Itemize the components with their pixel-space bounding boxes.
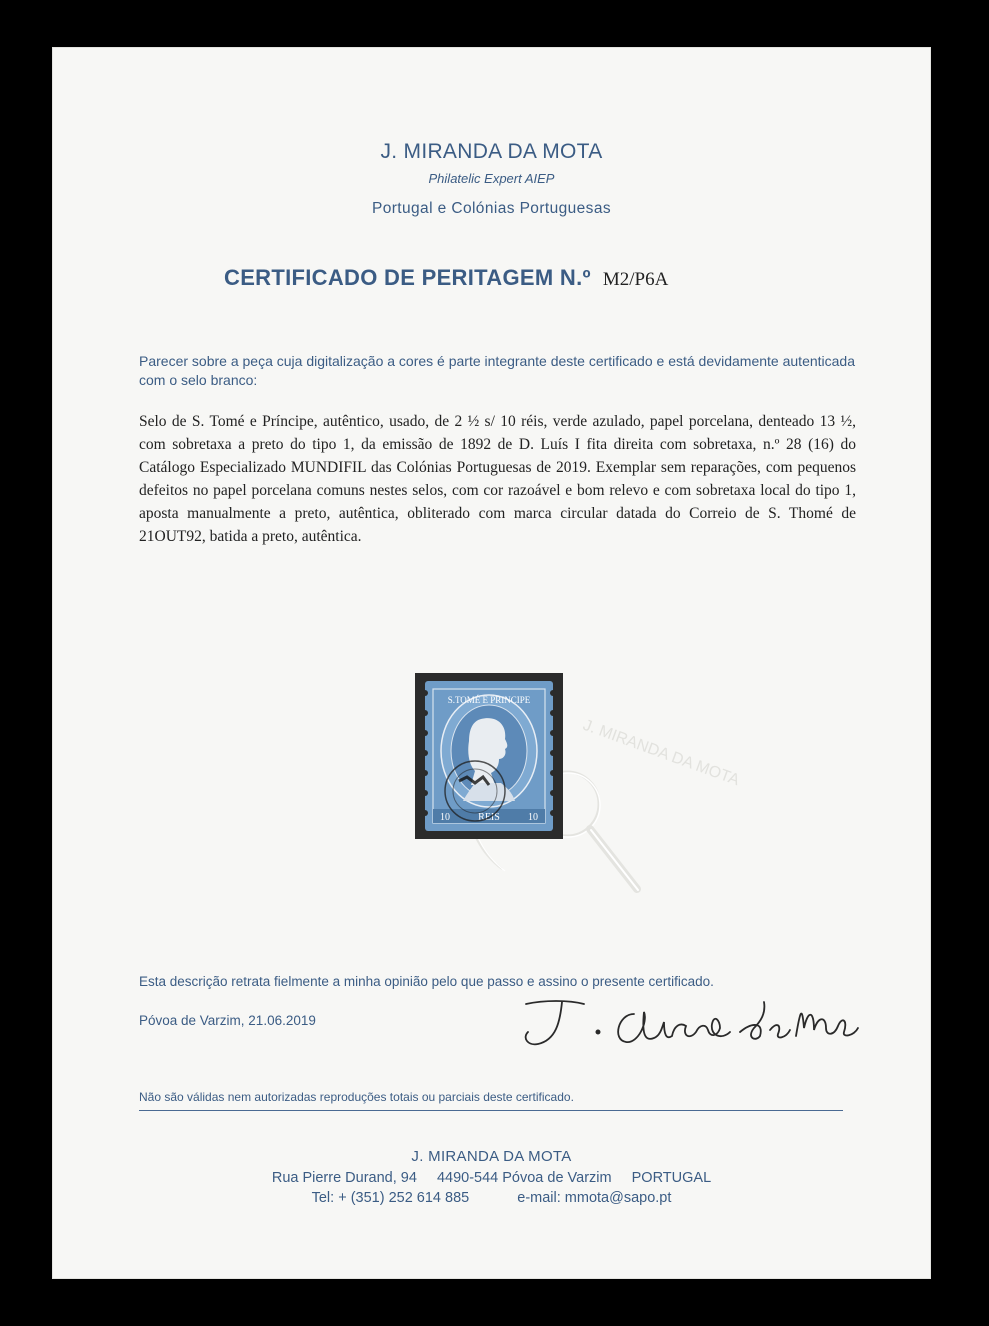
certificate-card [52,47,931,1279]
emboss-text: J. MIRANDA DA MOTA [580,716,742,790]
disclaimer: Não são válidas nem autorizadas reproduções totais ou parciais deste certificado. [139,1090,574,1104]
closing-statement: Esta descrição retrata fielmente a minha opinião pelo que passo e assino o presente certificado. [139,974,714,989]
divider-rule [139,1110,843,1111]
footer-email: e-mail: mmota@sapo.pt [517,1190,672,1206]
certificate-title: CERTIFICADO DE PERITAGEM N.º [224,265,591,290]
certificate-number: M2/P6A [602,269,669,290]
footer-name: J. MIRANDA DA MOTA [411,1148,572,1165]
footer-contact [52,1190,931,1206]
stamp-value-left: 10 [440,812,450,823]
certificate-heading [224,265,668,291]
footer-address [52,1170,931,1186]
stamp-scan [415,673,563,839]
expert-title: Philatelic Expert AIEP [428,171,555,186]
footer-postal: 4490-544 Póvoa de Varzim [436,1170,612,1186]
stamp-value-center: REIS [478,812,500,823]
stamp-image [415,673,563,839]
footer-country: PORTUGAL [631,1170,712,1186]
handwritten-signature [514,992,864,1052]
certificate-intro: Parecer sobre a peça cuja digitalização a cores é parte integrante deste certificado e está devidamente autenticada com o selo branco: [139,353,855,388]
stamp-description: Selo de S. Tomé e Príncipe, autêntico, usado, de 2 ½ s/ 10 réis, verde azulado, papel porcelana, denteado 13 ½, com sobretaxa a preto do tipo 1, da emissão de 1892 de D. Luís I fita direita com sobretaxa, n.º 28 (16) do Catálogo Especializado MUNDIFIL das Colónias Portuguesas de 2019. Exemplar sem reparações, com pequenos defeitos no papel porcelana comuns nestes selos, com cor razoável e bom relevo e com sobretaxa local do tipo 1, aposta manualmente a preto, autêntica, obliterado com marca circular datada do Correio de S. Thomé de 21OUT92, batida a preto, autêntica. [139,413,856,545]
stamp-value-right: 10 [528,812,538,823]
footer-phone: Tel: + (351) 252 614 885 [311,1190,470,1206]
stamp-inscription: S.TOMÉ E PRINCIPE [447,695,531,705]
expert-specialty: Portugal e Colónias Portuguesas [371,200,611,217]
footer-street: Rua Pierre Durand, 94 [271,1170,417,1186]
place-date: Póvoa de Varzim, 21.06.2019 [139,1013,316,1028]
expert-name: J. MIRANDA DA MOTA [380,140,603,163]
